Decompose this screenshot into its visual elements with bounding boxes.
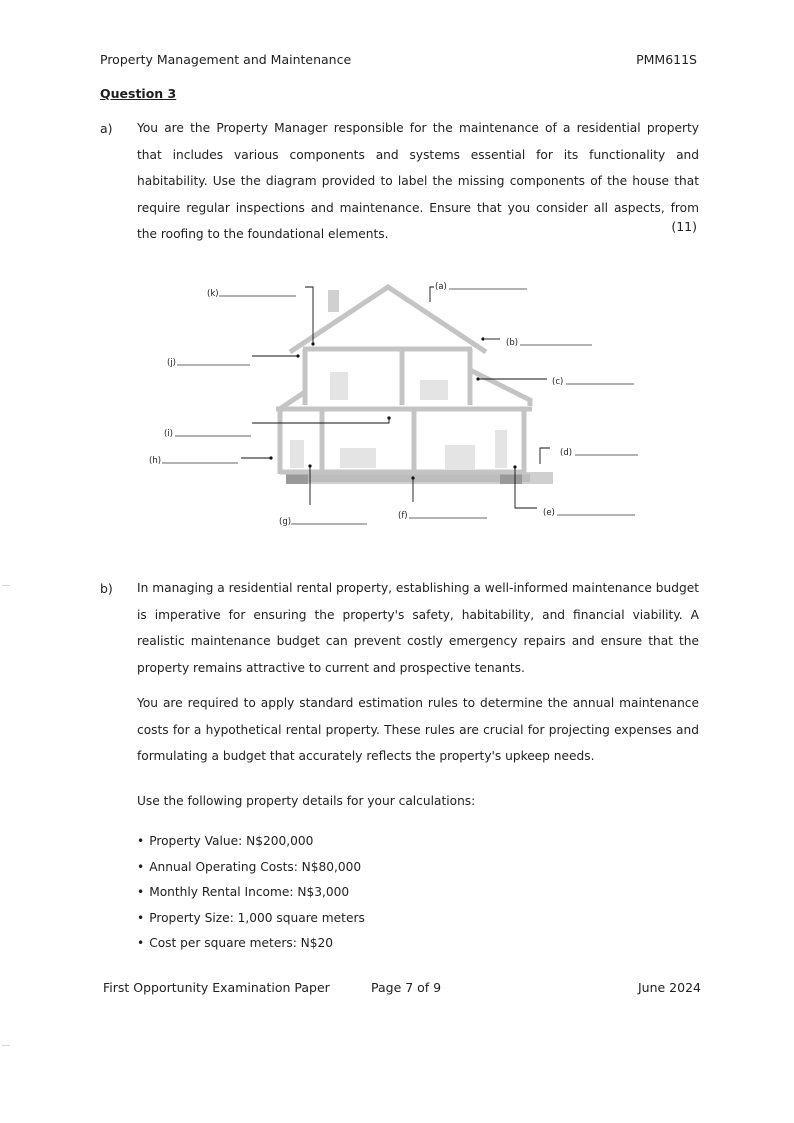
footing-left bbox=[286, 474, 308, 484]
callout-k: (k) bbox=[207, 289, 219, 299]
callout-e: (e) bbox=[543, 508, 555, 518]
part-b-paragraph-1: In managing a residential rental property, establishing a well-informed maintenance budget is imperative for ensuring the property's safety, habitability, and financial viability. A realistic maintenance budget can prevent costly emergency repairs and ensure that the property remains attractive to current and prospective tenants. bbox=[137, 581, 699, 675]
part-b-paragraph-2: You are required to apply standard estimation rules to determine the annual maintenance costs for a hypothetical rental property. These rules are crucial for projecting expenses and formulating a budget that accurately reflects the property's upkeep needs. bbox=[137, 696, 699, 763]
footer-exam-type: First Opportunity Examination Paper bbox=[103, 980, 330, 995]
list-item: • Annual Operating Costs: N$80,000 bbox=[137, 855, 365, 881]
footer-page-number: Page 7 of 9 bbox=[371, 980, 442, 995]
callout-h: (h) bbox=[149, 456, 162, 466]
footer-date: June 2024 bbox=[637, 980, 701, 995]
part-b-paragraph-3: Use the following property details for your calculations: bbox=[137, 794, 476, 808]
part-a-label: a) bbox=[100, 121, 113, 136]
part-a-text: You are the Property Manager responsible for the maintenance of a residential property that includes various components and systems essential for its functionality and habitability. Use the diagram provided to label the missing components of the house that require regular inspections and maintenance. Ensure that you consider all aspects, from the roofing to the foundational elements. bbox=[137, 121, 699, 241]
callout-a: (a) bbox=[435, 282, 447, 292]
callout-d: (d) bbox=[560, 448, 573, 458]
marks-allocation: (11) bbox=[671, 219, 697, 234]
list-item: • Property Value: N$200,000 bbox=[137, 829, 365, 855]
callout-b: (b) bbox=[506, 338, 519, 348]
list-item: • Property Size: 1,000 square meters bbox=[137, 906, 365, 932]
list-item: • Monthly Rental Income: N$3,000 bbox=[137, 880, 365, 906]
part-b-label: b) bbox=[100, 581, 113, 596]
property-details-list bbox=[137, 829, 365, 957]
ground-soil bbox=[300, 474, 530, 482]
callout-c: (c) bbox=[552, 377, 564, 387]
house-structure bbox=[276, 287, 532, 474]
callout-j: (j) bbox=[167, 358, 176, 368]
callout-g: (g) bbox=[279, 517, 292, 527]
callout-i: (i) bbox=[164, 429, 173, 439]
footing-right bbox=[500, 474, 522, 484]
course-title: Property Management and Maintenance bbox=[100, 52, 352, 67]
question-title: Question 3 bbox=[100, 86, 177, 101]
callout-f: (f) bbox=[398, 511, 408, 521]
course-code: PMM611S bbox=[636, 52, 697, 67]
list-item: • Cost per square meters: N$20 bbox=[137, 931, 365, 957]
